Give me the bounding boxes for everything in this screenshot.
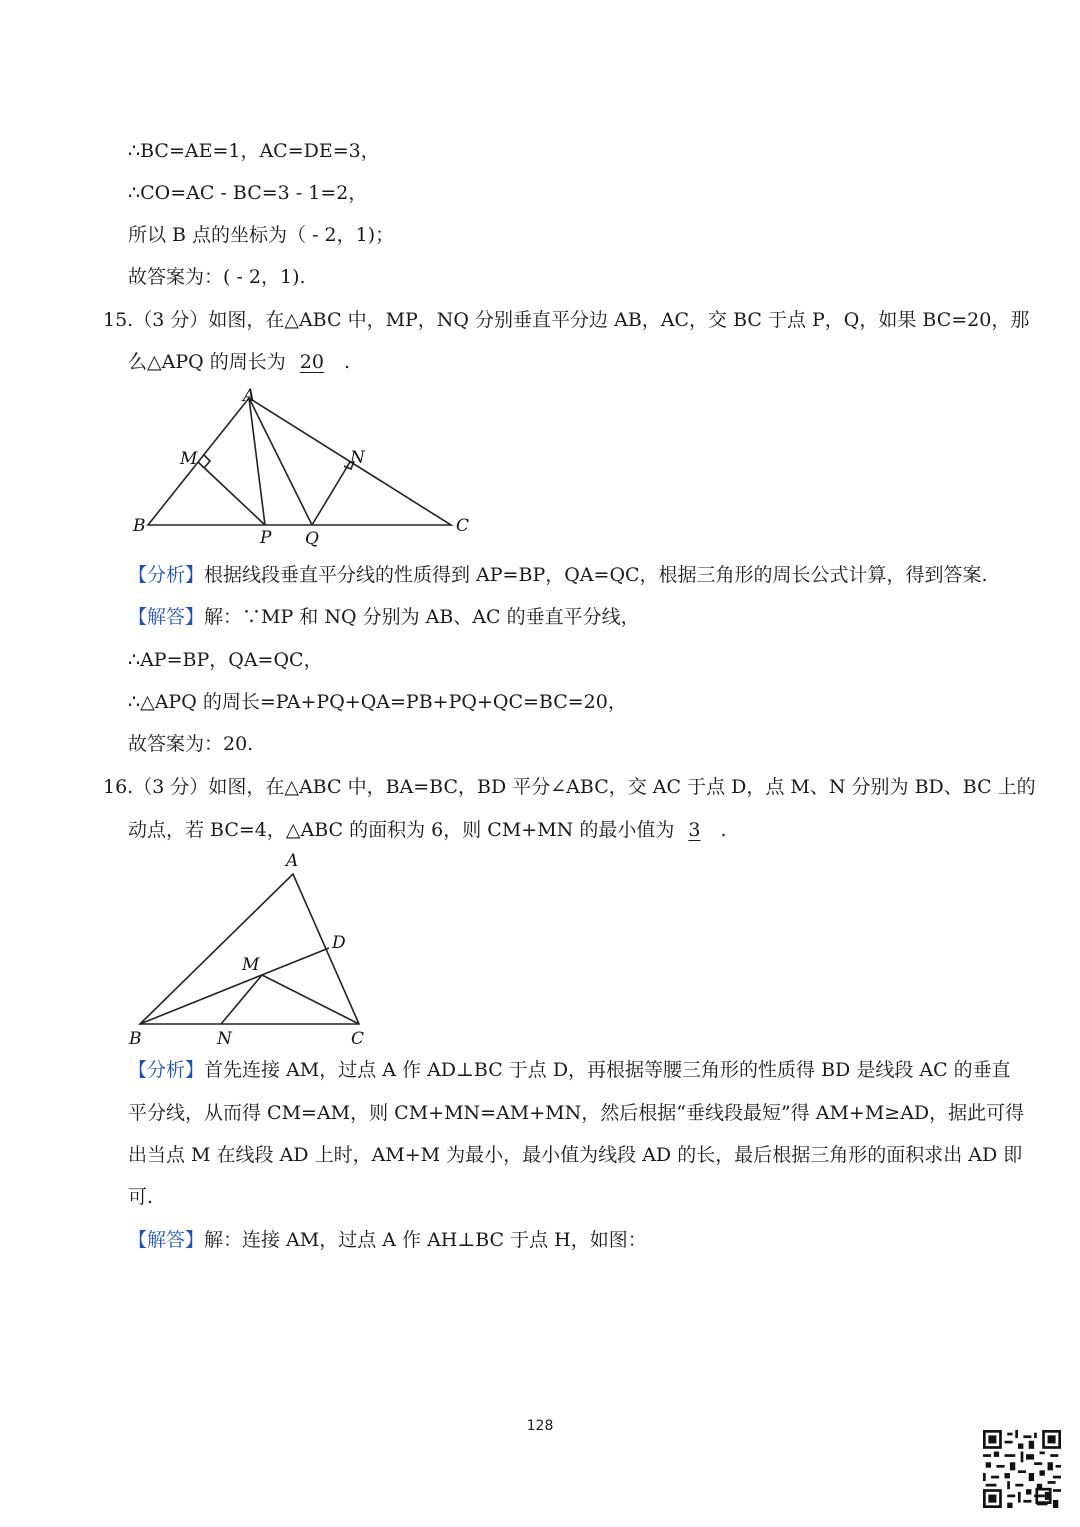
solution-tag: 【解答】 (128, 1229, 205, 1251)
label-a: A (243, 388, 256, 406)
question-15-end: . (337, 351, 351, 373)
label-m: M (180, 449, 198, 469)
segment-ap (249, 398, 265, 525)
question-16-number: 16. (103, 776, 134, 798)
question-15-answer-line: 故答案为：20. (128, 733, 254, 755)
label-q: Q (305, 529, 319, 548)
page-number: 128 (526, 1418, 554, 1434)
segment-mc (262, 975, 359, 1024)
analysis-text: 根据线段垂直平分线的性质得到 AP=BP，QA=QC，根据三角形的周长公式计算，得到答案. (204, 564, 988, 586)
analysis-text-3: 出当点 M 在线段 AD 上时，AM+M 为最小，最小值为线段 AD 的长，最后根据三角形的面积求出 AD 即 (128, 1144, 1023, 1166)
question-15-text: （3 分）如图，在△ABC 中，MP，NQ 分别垂直平分边 AB，AC，交 BC 于点 P，Q，如果 BC=20，那 (133, 309, 1030, 331)
question-16-line-2 (128, 816, 727, 844)
question-16-end: . (714, 819, 727, 841)
question-15-line-2 (128, 348, 350, 376)
label-c: C (456, 516, 470, 536)
label-d: D (332, 933, 346, 953)
label-n: N (350, 448, 365, 468)
label-b: B (133, 516, 146, 536)
label-c: C (351, 1029, 365, 1049)
label-b: B (129, 1029, 142, 1049)
label-p: P (260, 528, 272, 548)
question-15-answer-blank: 20 (299, 351, 324, 373)
label-n: N (217, 1029, 232, 1049)
figure-16-triangle (125, 850, 375, 1050)
question-15-analysis (128, 561, 988, 589)
question-16-analysis (128, 1056, 1011, 1084)
right-angle-mark-m (204, 455, 210, 468)
question-16-answer-blank: 3 (688, 819, 701, 841)
solution-text: 解：连接 AM，过点 A 作 AH⊥BC 于点 H，如图： (204, 1229, 647, 1251)
question-15-step-2: ∴AP=BP，QA=QC， (128, 649, 323, 671)
question-16-solution (128, 1226, 647, 1254)
segment-nq (312, 462, 350, 525)
question-16 (103, 773, 1036, 801)
analysis-text-1: 首先连接 AM，过点 A 作 AD⊥BC 于点 D，再根据等腰三角形的性质得 BD 是线段 AC 的垂直 (204, 1059, 1011, 1081)
solution-line-2: ∴CO=AC - BC=3 - 1=2， (128, 182, 368, 204)
question-15-prompt: 么△APQ 的周长为 (128, 351, 286, 373)
question-15-solution (128, 603, 640, 631)
question-15-number: 15. (103, 309, 134, 331)
answer-line-14: 故答案为：( - 2，1). (128, 266, 306, 288)
question-16-prompt: 动点，若 BC=4，△ABC 的面积为 6，则 CM+MN 的最小值为 (128, 819, 675, 841)
segment-bd (140, 948, 329, 1024)
analysis-tag: 【分析】 (128, 1059, 205, 1081)
question-15-step-3: ∴△APQ 的周长=PA+PQ+QA=PB+PQ+QC=BC=20， (128, 691, 627, 713)
question-16-text: （3 分）如图，在△ABC 中，BA=BC，BD 平分∠ABC，交 AC 于点 D，点 M、N 分别为 BD、BC 上的 (133, 776, 1036, 798)
figure-15-triangle (128, 388, 478, 548)
solution-text: 解：∵MP 和 NQ 分别为 AB、AC 的垂直平分线， (204, 606, 640, 628)
question-15 (103, 306, 1029, 334)
solution-tag: 【解答】 (128, 606, 205, 628)
qr-code-icon (983, 1430, 1061, 1508)
analysis-text-4: 可. (128, 1186, 154, 1208)
solution-line-3: 所以 B 点的坐标为（ - 2，1)； (128, 224, 395, 246)
solution-line-1: ∴BC=AE=1，AC=DE=3， (128, 140, 380, 162)
label-a: A (286, 851, 299, 871)
label-m: M (242, 955, 260, 975)
analysis-text-2: 平分线，从而得 CM=AM，则 CM+MN=AM+MN，然后根据“垂线段最短”得 AM+M≥AD，据此可得 (128, 1102, 1025, 1124)
analysis-tag: 【分析】 (128, 564, 205, 586)
segment-mp (198, 462, 265, 525)
